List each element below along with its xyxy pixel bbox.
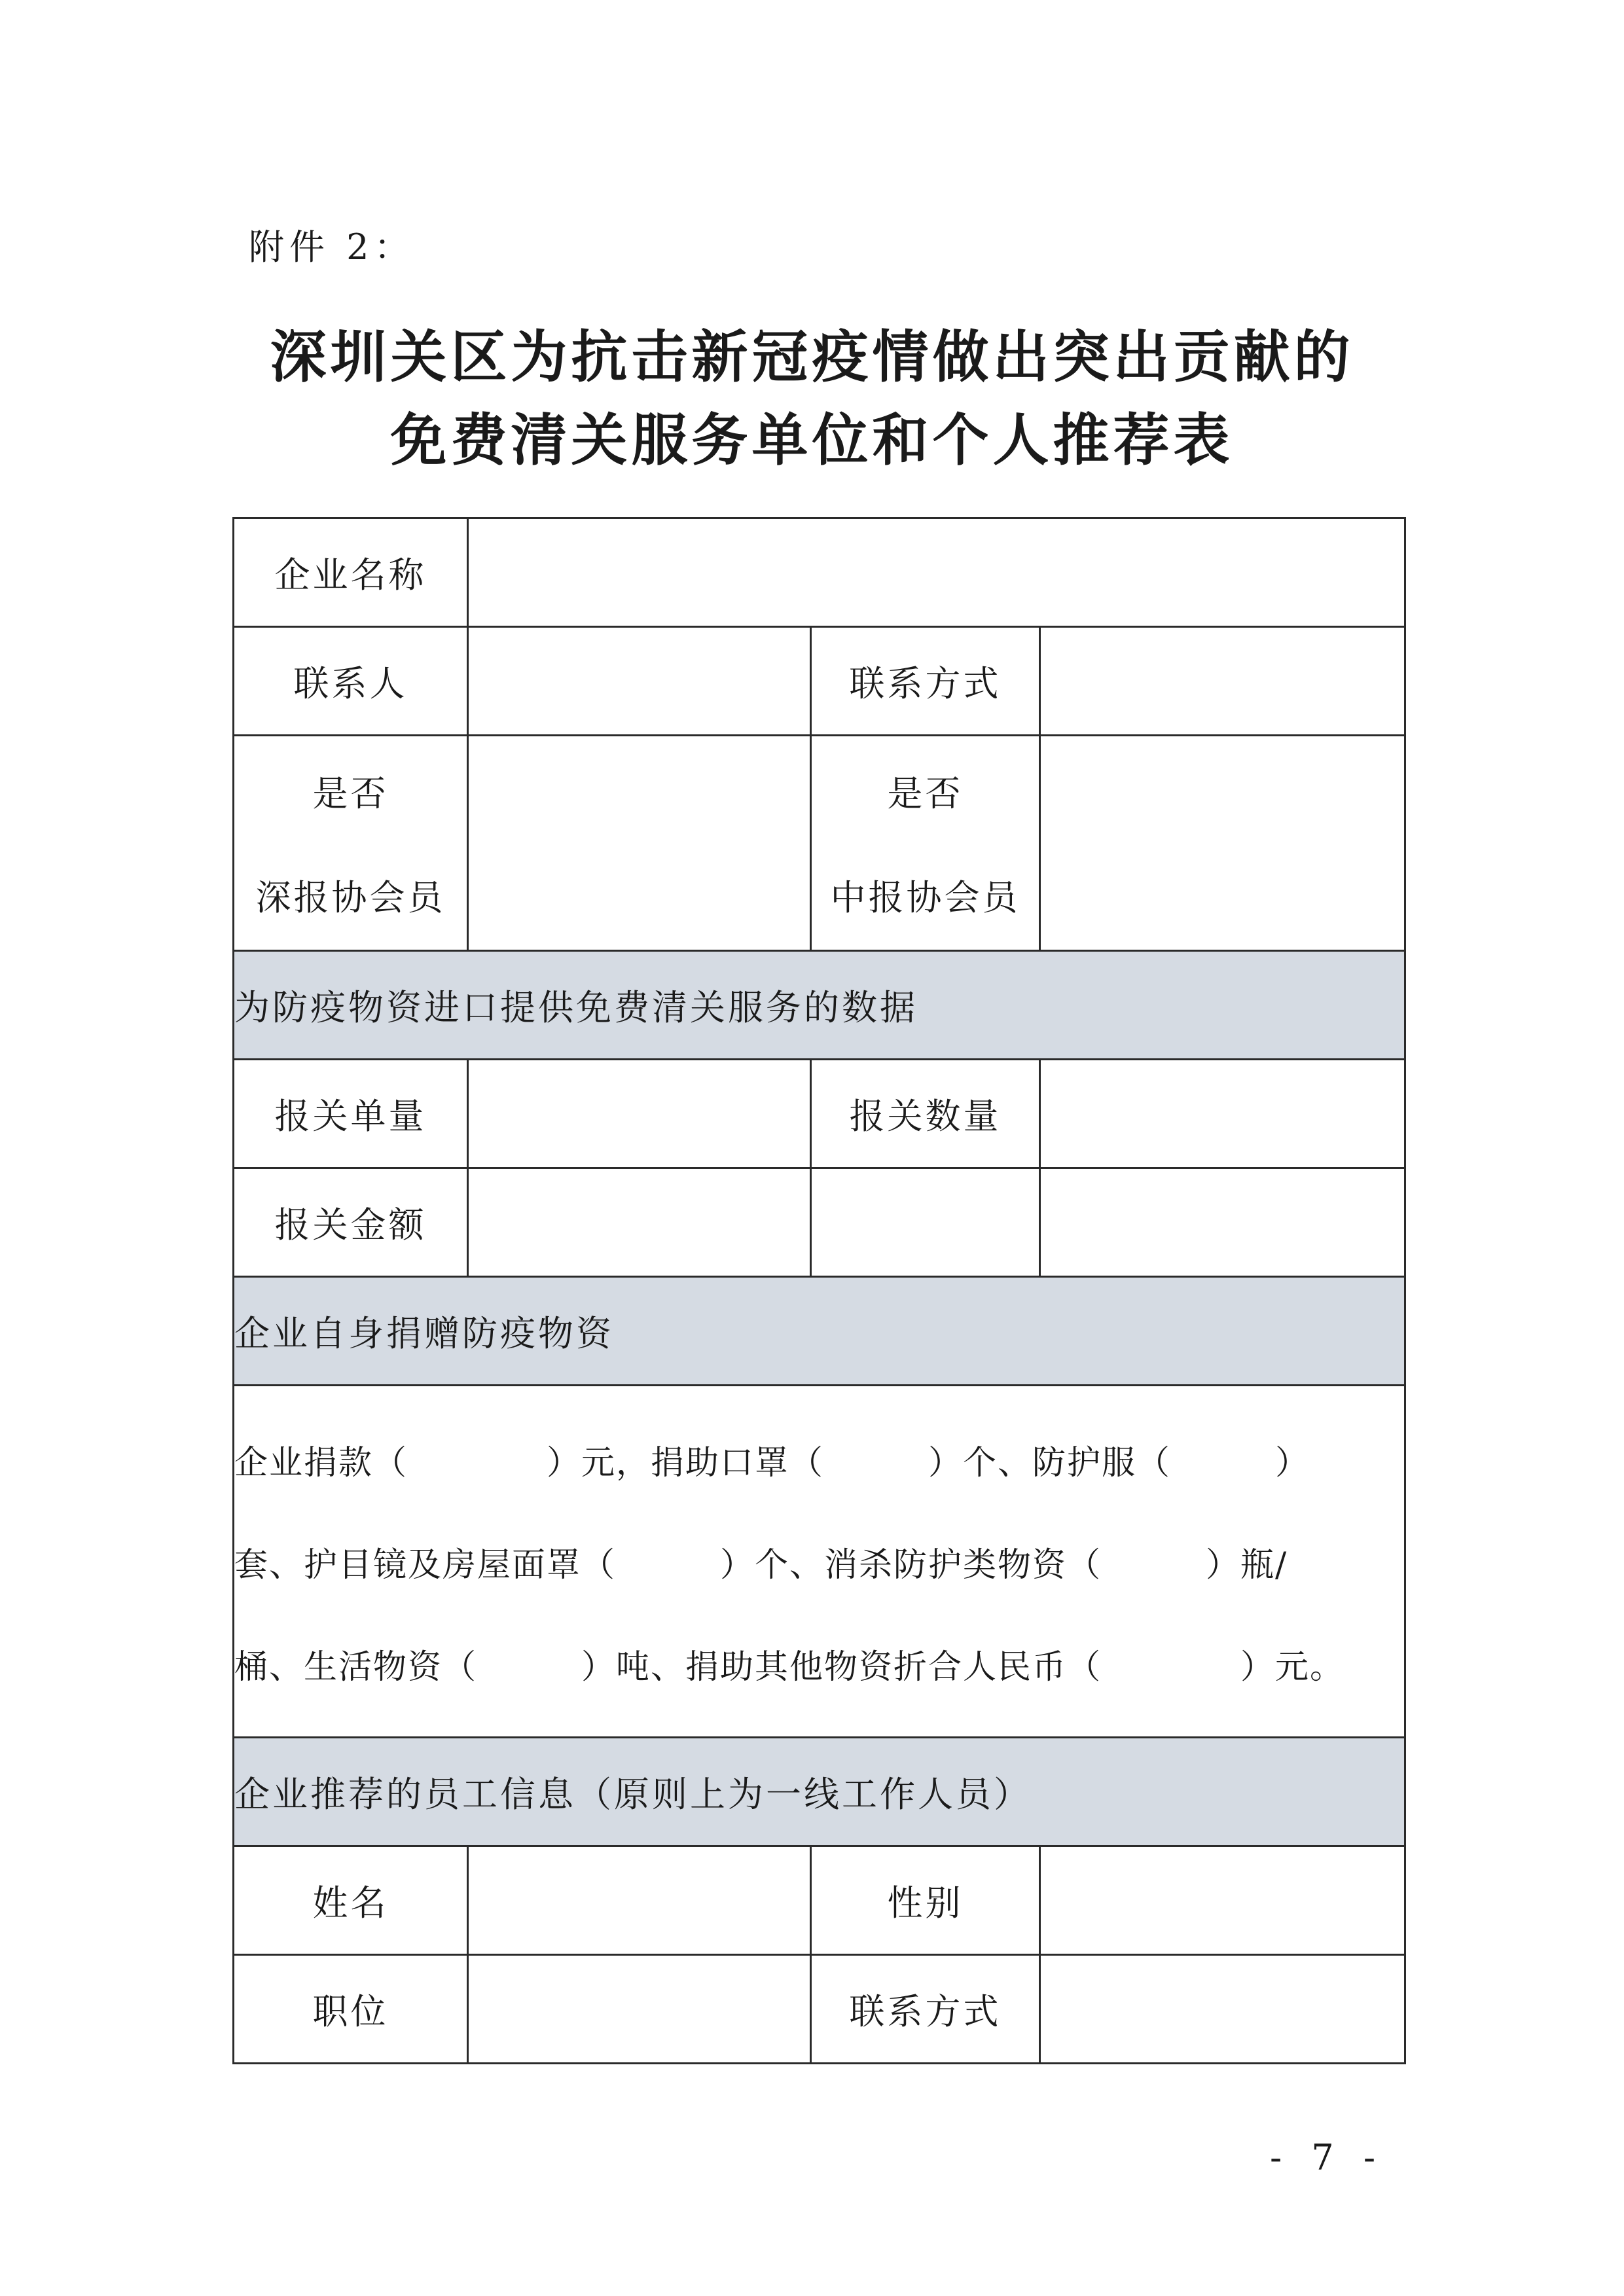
donation-line-2: 套、护目镜及房屋面罩（ ）个、消杀防护类物资（ ）瓶/ [234,1545,1288,1585]
declaration-count-label: 报关单量 [234,1060,468,1168]
form-title-line-2: 免费清关服务单位和个人推荐表 [390,408,1234,473]
staff-name-row [234,1846,1405,1955]
company-name-field[interactable] [468,518,1405,627]
staff-section-row [234,1738,1405,1846]
declaration-row [234,1060,1405,1168]
contact-row [234,627,1405,736]
gender-label: 性别 [811,1846,1040,1955]
sz-member-label-line-1: 是否 [312,773,389,814]
donation-row [234,1386,1405,1738]
clearance-section-header: 为防疫物资进口提供免费清关服务的数据 [234,951,1405,1060]
donation-line-3: 桶、生活物资（ ）吨、捐助其他物资折合人民币（ ）元。 [234,1647,1345,1687]
donation-section-row [234,1277,1405,1386]
sz-member-label [234,736,468,951]
declaration-amount-label: 报关金额 [234,1168,468,1277]
recommendation-form-table [232,517,1406,2064]
sz-member-field[interactable] [468,736,811,951]
gender-field[interactable] [1040,1846,1405,1955]
position-label: 职位 [234,1955,468,2064]
declaration-quantity-label: 报关数量 [811,1060,1040,1168]
clearance-section-row [234,951,1405,1060]
name-label: 姓名 [234,1846,468,1955]
declaration-amount-field[interactable] [468,1168,811,1277]
contact-method-field[interactable] [1040,627,1405,736]
form-title-line-1: 深圳关区为抗击新冠疫情做出突出贡献的 [270,325,1354,390]
national-member-label-line-2: 中报协会员 [830,877,1020,918]
declaration-count-field[interactable] [468,1060,811,1168]
contact-person-field[interactable] [468,627,811,736]
company-name-label: 企业名称 [234,518,468,627]
declaration-quantity-field[interactable] [1040,1060,1405,1168]
national-member-label [811,736,1040,951]
attachment-label: 附件 2： [249,226,415,268]
staff-contact-label: 联系方式 [811,1955,1040,2064]
position-field[interactable] [468,1955,811,2064]
declaration-amount-row [234,1168,1405,1277]
empty-cell [1040,1168,1405,1277]
membership-row [234,736,1405,951]
national-member-label-line-1: 是否 [887,773,964,814]
contact-method-label: 联系方式 [811,627,1040,736]
name-field[interactable] [468,1846,811,1955]
donation-section-header: 企业自身捐赠防疫物资 [234,1277,1405,1386]
donation-details-field[interactable] [234,1386,1405,1738]
staff-position-row [234,1955,1405,2064]
staff-section-header: 企业推荐的员工信息（原则上为一线工作人员） [234,1738,1405,1846]
page-number: - 7 - [1270,2137,1385,2178]
contact-person-label: 联系人 [234,627,468,736]
sz-member-label-line-2: 深报协会员 [255,877,446,918]
staff-contact-field[interactable] [1040,1955,1405,2064]
company-name-row [234,518,1405,627]
donation-line-1: 企业捐款（ ）元，捐助口罩（ ）个、防护服（ ） [234,1443,1310,1482]
empty-cell [811,1168,1040,1277]
national-member-field[interactable] [1040,736,1405,951]
